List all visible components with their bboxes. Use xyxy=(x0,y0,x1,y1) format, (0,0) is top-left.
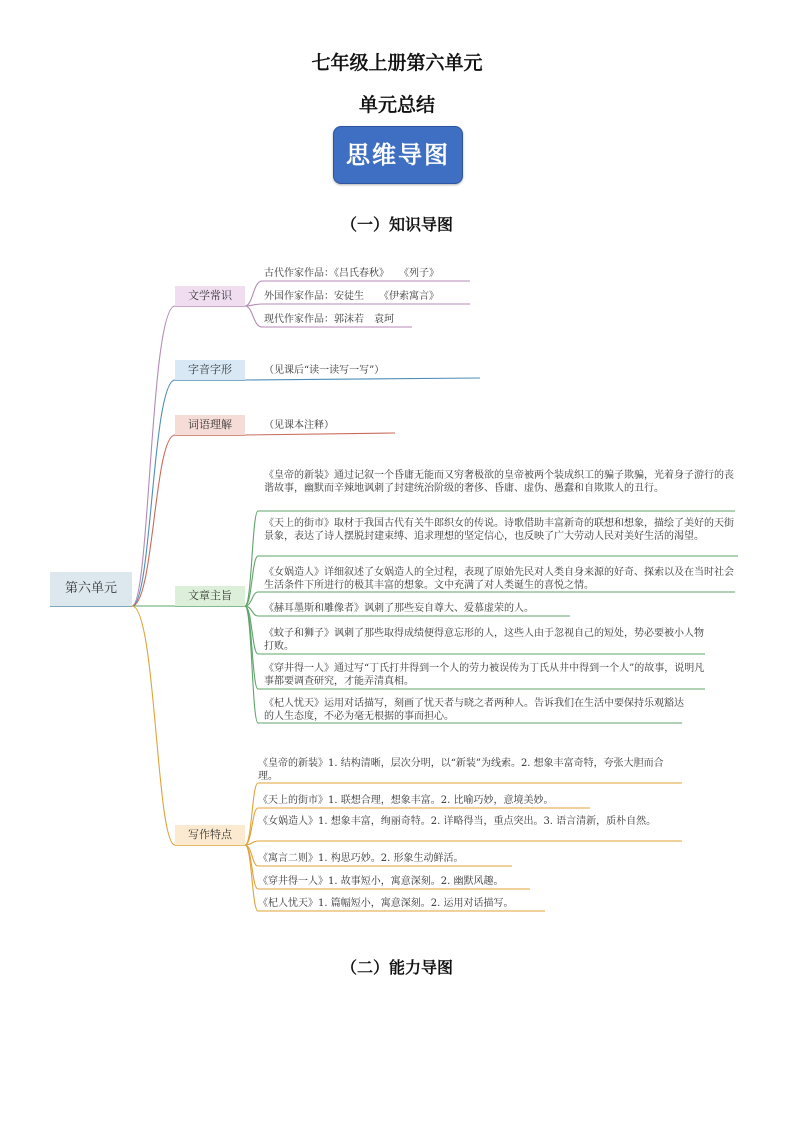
mind-map-root: 第六单元 xyxy=(50,572,132,606)
list-item: 《女娲造人》1. 想象丰富，绚丽奇特。2. 详略得当，重点突出。3. 语言清新，质朴自然。 xyxy=(258,816,657,827)
list-item: 古代作家作品：《吕氏春秋》 《列子》 xyxy=(264,268,439,279)
branch-writing: 写作特点 xyxy=(175,825,245,845)
section-heading-ability-map: （二）能力导图 xyxy=(340,958,453,977)
list-item: 《皇帝的新装》1. 结构清晰，层次分明，以“新装”为线索。2. 想象丰富奇特，夸张大胆而合理。 xyxy=(258,758,664,782)
list-item: 《杞人忧天》1. 篇幅短小，寓意深刻。2. 运用对话描写。 xyxy=(258,898,514,909)
page-subtitle: 单元总结 xyxy=(358,94,435,116)
list-item: 外国作家作品：安徒生 《伊索寓言》 xyxy=(264,291,439,302)
list-item: 《赫耳墨斯和雕像者》讽刺了那些妄自尊大、爱慕虚荣的人。 xyxy=(264,603,534,614)
branch-vocabulary: 词语理解 xyxy=(175,415,245,435)
list-item: 《穿井得一人》通过写“丁氏打井得到一个人的劳力被误传为丁氏从井中得到一个人”的故事，说明凡事都要调查研究，才能弄清真相。 xyxy=(264,663,705,687)
list-item: 《天上的街市》1. 联想合理，想象丰富。2. 比喻巧妙，意境美妙。 xyxy=(258,795,554,806)
list-item: 《天上的街市》取材于我国古代有关牛郎织女的传说。诗歌借助丰富新奇的联想和想象，描绘了美好的天街景象，表达了诗人摆脱封建束缚、追求理想的坚定信心，也反映了广大劳动人民对美好生活的渴望。 xyxy=(264,518,734,542)
list-item: 《杞人忧天》运用对话描写，刻画了忧天者与晓之者两种人。告诉我们在生活中要保持乐观豁达的人生态度，不必为毫无根据的事而担心。 xyxy=(264,698,684,722)
list-item: 《皇帝的新装》通过记叙一个昏庸无能而又穷奢极欲的皇帝被两个装成织工的骗子欺骗，光着身子游行的丧谐故事，幽默而辛辣地讽刺了封建统治阶级的奢侈、昏庸、虚伪、愚蠢和自欺欺人的丑行。 xyxy=(264,470,734,494)
list-item: 《女娲造人》详细叙述了女娲造人的全过程，表现了原始先民对人类自身来源的好奇、探索以及在当时社会生活条件下所进行的极其丰富的想象。文中充满了对人类诞生的喜悦之情。 xyxy=(264,567,734,591)
section-heading-knowledge-map: （一）知识导图 xyxy=(340,215,453,234)
list-item: （见课后“读一读写一写”） xyxy=(264,365,385,376)
list-item: 《寓言二则》1. 构思巧妙。2. 形象生动鲜活。 xyxy=(258,853,464,864)
branch-literature: 文学常识 xyxy=(175,286,245,306)
branch-pronunciation: 字音字形 xyxy=(175,360,245,380)
branch-theme: 文章主旨 xyxy=(175,586,245,606)
list-item: （见课本注释） xyxy=(264,420,334,431)
list-item: 《穿井得一人》1. 故事短小，寓意深刻。2. 幽默风趣。 xyxy=(258,876,504,887)
list-item: 《蚊子和狮子》讽刺了那些取得成绩便得意忘形的人，这些人由于忽视自己的短处，势必要被小人物打败。 xyxy=(264,628,704,652)
list-item: 现代作家作品：郭沫若 袁珂 xyxy=(264,314,394,325)
page-title: 七年级上册第六单元 xyxy=(311,52,483,74)
mind-map-badge: 思维导图 xyxy=(333,126,463,184)
